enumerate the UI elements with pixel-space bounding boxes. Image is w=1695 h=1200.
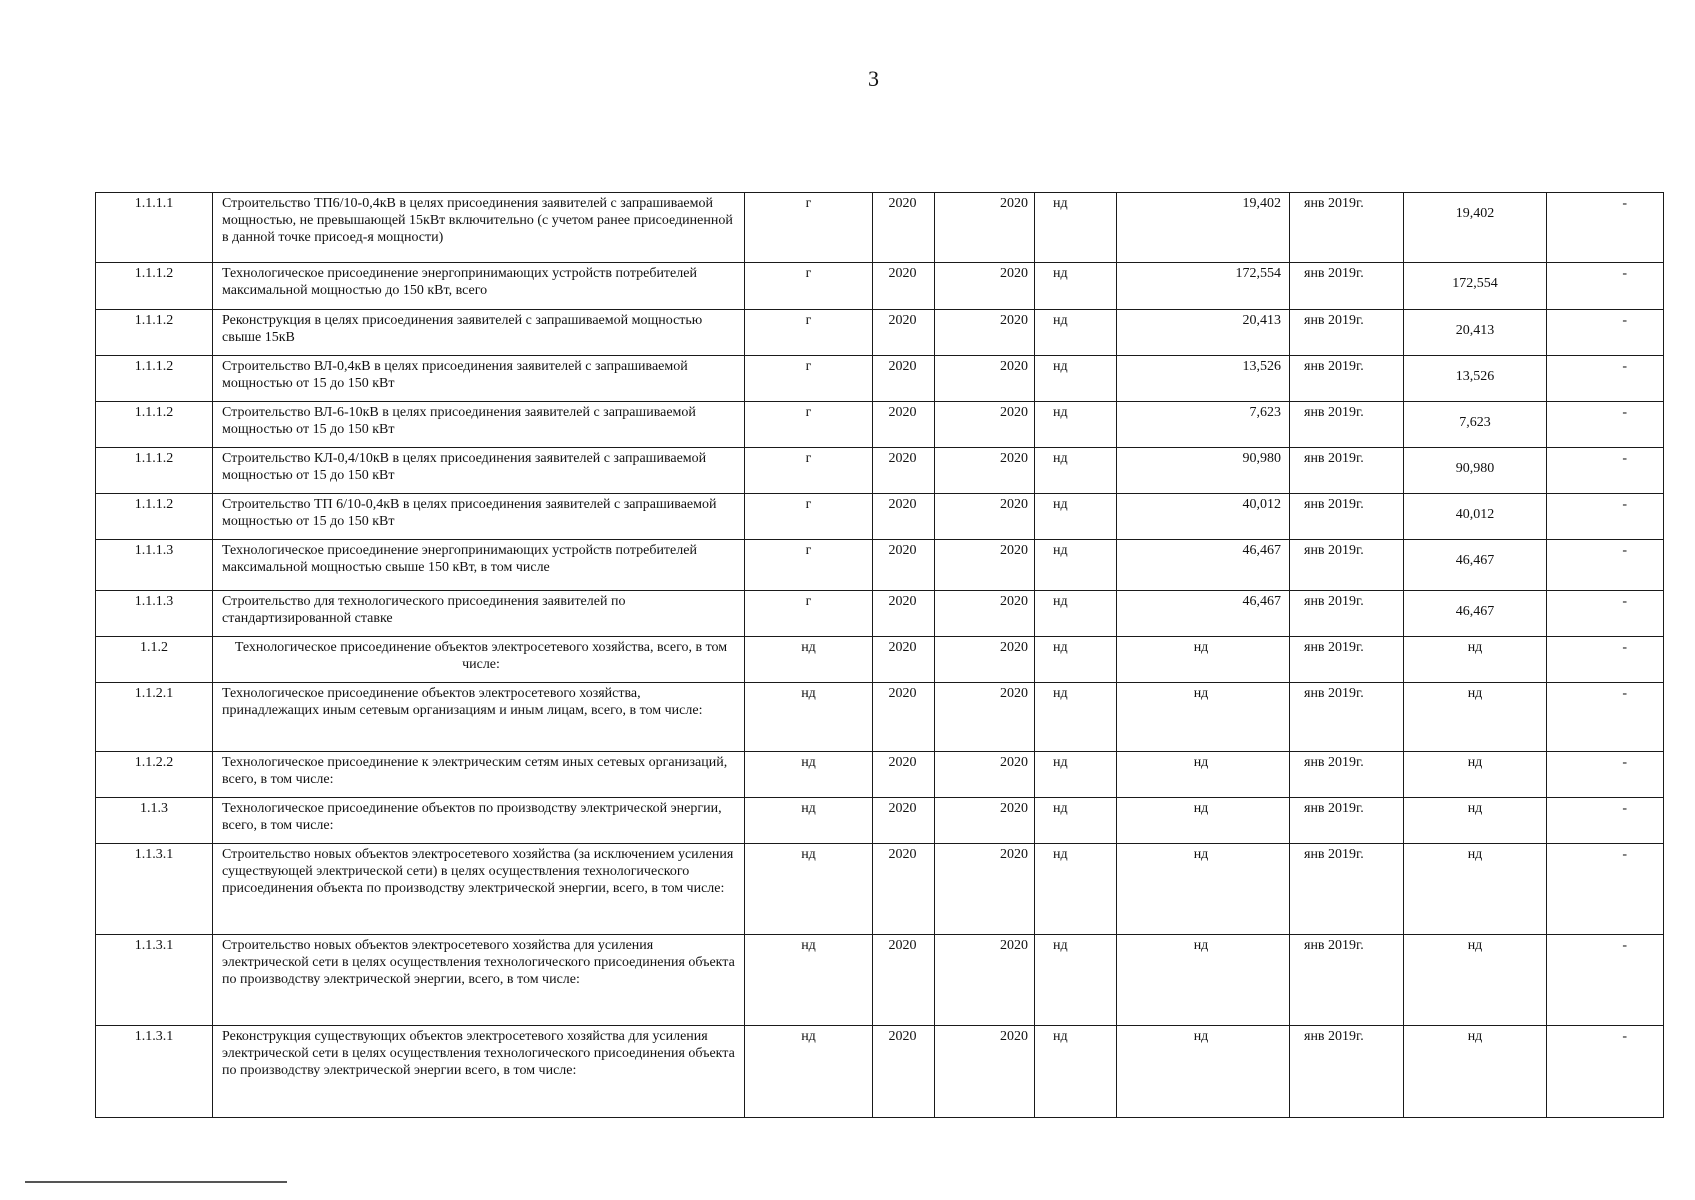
row-year-end: 2020 bbox=[935, 798, 1035, 844]
row-value: нд bbox=[1404, 935, 1547, 1026]
row-code: 1.1.1.1 bbox=[96, 193, 213, 263]
row-value: нд bbox=[1404, 844, 1547, 935]
row-code: 1.1.2 bbox=[96, 637, 213, 683]
row-flag: нд bbox=[1035, 798, 1117, 844]
row-value: 13,526 bbox=[1455, 369, 1495, 384]
row-year-end: 2020 bbox=[935, 752, 1035, 798]
row-dash: - bbox=[1547, 935, 1664, 1026]
row-date: янв 2019г. bbox=[1290, 591, 1404, 637]
row-flag: нд bbox=[1035, 591, 1117, 637]
row-year-start: 2020 bbox=[873, 402, 935, 448]
row-code: 1.1.1.2 bbox=[96, 263, 213, 310]
row-date: янв 2019г. bbox=[1290, 752, 1404, 798]
table-row bbox=[96, 637, 1664, 683]
row-value-cell bbox=[1404, 263, 1547, 310]
row-year-end: 2020 bbox=[935, 683, 1035, 752]
row-dash: - bbox=[1547, 193, 1664, 263]
row-year-start: 2020 bbox=[873, 683, 935, 752]
row-flag: нд bbox=[1035, 356, 1117, 402]
row-flag: нд bbox=[1035, 637, 1117, 683]
row-date: янв 2019г. bbox=[1290, 1026, 1404, 1118]
row-dash: - bbox=[1547, 591, 1664, 637]
row-value: 7,623 bbox=[1459, 415, 1491, 430]
row-flag: нд bbox=[1035, 1026, 1117, 1118]
row-unit: нд bbox=[745, 798, 873, 844]
row-unit: нд bbox=[745, 844, 873, 935]
row-value-cell bbox=[1404, 193, 1547, 263]
row-code: 1.1.1.2 bbox=[96, 310, 213, 356]
row-year-end: 2020 bbox=[935, 637, 1035, 683]
row-year-start: 2020 bbox=[873, 540, 935, 591]
row-year-start: 2020 bbox=[873, 637, 935, 683]
row-dash: - bbox=[1547, 448, 1664, 494]
row-value: 19,402 bbox=[1455, 206, 1495, 221]
row-year-end: 2020 bbox=[935, 310, 1035, 356]
table-row bbox=[96, 448, 1664, 494]
row-flag: нд bbox=[1035, 844, 1117, 935]
footer-rule bbox=[25, 1181, 287, 1183]
row-name: Строительство новых объектов электросетевого хозяйства для усиления электрической сети в целях осуществления технологического присоединения объекта по производству электрической энергии, всего, в том числе: bbox=[213, 935, 745, 1026]
table-row bbox=[96, 540, 1664, 591]
row-year-end: 2020 bbox=[935, 494, 1035, 540]
row-value: нд bbox=[1404, 1026, 1547, 1118]
row-year-start: 2020 bbox=[873, 1026, 935, 1118]
row-value: 20,413 bbox=[1455, 323, 1495, 338]
row-name: Реконструкция существующих объектов электросетевого хозяйства для усиления электрической сети в целях осуществления технологического присоединения объекта по производству электрической энергии всего, в том числе: bbox=[213, 1026, 745, 1118]
row-code: 1.1.1.2 bbox=[96, 494, 213, 540]
row-year-end: 2020 bbox=[935, 263, 1035, 310]
row-year-end: 2020 bbox=[935, 448, 1035, 494]
row-dash: - bbox=[1547, 1026, 1664, 1118]
row-code: 1.1.3.1 bbox=[96, 844, 213, 935]
row-value: нд bbox=[1404, 752, 1547, 798]
row-unit: нд bbox=[745, 1026, 873, 1118]
row-code: 1.1.1.3 bbox=[96, 540, 213, 591]
row-unit: нд bbox=[745, 935, 873, 1026]
row-dash: - bbox=[1547, 402, 1664, 448]
row-name: Технологическое присоединение объектов электросетевого хозяйства, принадлежащих иным сетевым организациям и иным лицам, всего, в том числе: bbox=[213, 683, 745, 752]
row-unit: г bbox=[745, 591, 873, 637]
row-dash: - bbox=[1547, 798, 1664, 844]
row-value-cell bbox=[1404, 448, 1547, 494]
table-row bbox=[96, 356, 1664, 402]
row-year-end: 2020 bbox=[935, 540, 1035, 591]
table-row bbox=[96, 1026, 1664, 1118]
row-cost: 40,012 bbox=[1117, 494, 1290, 540]
row-code: 1.1.3 bbox=[96, 798, 213, 844]
row-date: янв 2019г. bbox=[1290, 310, 1404, 356]
row-unit: г bbox=[745, 540, 873, 591]
row-name: Строительство ТП6/10-0,4кВ в целях присоединения заявителей с запрашиваемой мощностью, не превышающей 15кВт включительно (с учетом ранее присоединенной в данной точке присоед-я мощности) bbox=[213, 193, 745, 263]
row-value: нд bbox=[1404, 683, 1547, 752]
row-dash: - bbox=[1547, 494, 1664, 540]
row-code: 1.1.1.2 bbox=[96, 402, 213, 448]
table-row bbox=[96, 193, 1664, 263]
row-cost: нд bbox=[1117, 844, 1290, 935]
row-date: янв 2019г. bbox=[1290, 356, 1404, 402]
row-unit: г bbox=[745, 494, 873, 540]
row-unit: нд bbox=[745, 683, 873, 752]
row-value: нд bbox=[1404, 637, 1547, 683]
row-cost: нд bbox=[1117, 1026, 1290, 1118]
row-flag: нд bbox=[1035, 263, 1117, 310]
row-cost: нд bbox=[1117, 798, 1290, 844]
row-year-end: 2020 bbox=[935, 591, 1035, 637]
table-row bbox=[96, 310, 1664, 356]
row-name: Строительство ВЛ-6-10кВ в целях присоединения заявителей с запрашиваемой мощностью от 15 до 150 кВт bbox=[213, 402, 745, 448]
table-row bbox=[96, 591, 1664, 637]
table-row bbox=[96, 683, 1664, 752]
row-name: Технологическое присоединение энергопринимающих устройств потребителей максимальной мощностью до 150 кВт, всего bbox=[213, 263, 745, 310]
row-cost: 46,467 bbox=[1117, 591, 1290, 637]
row-unit: нд bbox=[745, 637, 873, 683]
row-name: Технологическое присоединение объектов электросетевого хозяйства, всего, в том числе: bbox=[213, 637, 745, 683]
row-cost: 46,467 bbox=[1117, 540, 1290, 591]
table-row bbox=[96, 935, 1664, 1026]
row-year-end: 2020 bbox=[935, 356, 1035, 402]
row-name: Реконструкция в целях присоединения заявителей с запрашиваемой мощностью свыше 15кВ bbox=[213, 310, 745, 356]
row-unit: нд bbox=[745, 752, 873, 798]
row-value: 40,012 bbox=[1455, 507, 1495, 522]
row-code: 1.1.2.2 bbox=[96, 752, 213, 798]
row-name: Технологическое присоединение энергопринимающих устройств потребителей максимальной мощностью свыше 150 кВт, в том числе bbox=[213, 540, 745, 591]
table-row bbox=[96, 752, 1664, 798]
row-dash: - bbox=[1547, 540, 1664, 591]
row-flag: нд bbox=[1035, 448, 1117, 494]
row-flag: нд bbox=[1035, 310, 1117, 356]
row-dash: - bbox=[1547, 310, 1664, 356]
row-year-end: 2020 bbox=[935, 935, 1035, 1026]
row-year-start: 2020 bbox=[873, 752, 935, 798]
row-year-start: 2020 bbox=[873, 356, 935, 402]
row-date: янв 2019г. bbox=[1290, 193, 1404, 263]
table-row bbox=[96, 798, 1664, 844]
row-value-cell bbox=[1404, 356, 1547, 402]
row-cost: нд bbox=[1117, 752, 1290, 798]
row-value: 46,467 bbox=[1455, 604, 1495, 619]
row-name: Строительство КЛ-0,4/10кВ в целях присоединения заявителей с запрашиваемой мощностью от 15 до 150 кВт bbox=[213, 448, 745, 494]
row-value-cell bbox=[1404, 540, 1547, 591]
row-date: янв 2019г. bbox=[1290, 494, 1404, 540]
row-name: Строительство новых объектов электросетевого хозяйства (за исключением усиления существующей электрической сети) в целях осуществления технологического присоединения объекта по производству электрической энергии, всего, в том числе: bbox=[213, 844, 745, 935]
row-code: 1.1.1.2 bbox=[96, 448, 213, 494]
row-dash: - bbox=[1547, 637, 1664, 683]
row-cost: 7,623 bbox=[1117, 402, 1290, 448]
row-year-end: 2020 bbox=[935, 1026, 1035, 1118]
table-row bbox=[96, 263, 1664, 310]
row-year-start: 2020 bbox=[873, 193, 935, 263]
row-dash: - bbox=[1547, 263, 1664, 310]
row-name: Строительство ТП 6/10-0,4кВ в целях присоединения заявителей с запрашиваемой мощностью от 15 до 150 кВт bbox=[213, 494, 745, 540]
row-flag: нд bbox=[1035, 402, 1117, 448]
row-cost: нд bbox=[1117, 637, 1290, 683]
row-flag: нд bbox=[1035, 935, 1117, 1026]
row-year-start: 2020 bbox=[873, 494, 935, 540]
row-flag: нд bbox=[1035, 494, 1117, 540]
row-flag: нд bbox=[1035, 540, 1117, 591]
row-year-start: 2020 bbox=[873, 844, 935, 935]
row-code: 1.1.2.1 bbox=[96, 683, 213, 752]
row-cost: 19,402 bbox=[1117, 193, 1290, 263]
row-dash: - bbox=[1547, 356, 1664, 402]
row-flag: нд bbox=[1035, 193, 1117, 263]
row-value: 46,467 bbox=[1455, 553, 1495, 568]
row-flag: нд bbox=[1035, 683, 1117, 752]
row-year-end: 2020 bbox=[935, 844, 1035, 935]
row-flag: нд bbox=[1035, 752, 1117, 798]
table-row bbox=[96, 402, 1664, 448]
row-year-end: 2020 bbox=[935, 402, 1035, 448]
row-code: 1.1.1.2 bbox=[96, 356, 213, 402]
row-value: 90,980 bbox=[1455, 461, 1495, 476]
row-date: янв 2019г. bbox=[1290, 540, 1404, 591]
table-row bbox=[96, 494, 1664, 540]
row-unit: г bbox=[745, 193, 873, 263]
row-date: янв 2019г. bbox=[1290, 263, 1404, 310]
row-value: нд bbox=[1404, 798, 1547, 844]
row-cost: 90,980 bbox=[1117, 448, 1290, 494]
row-value-cell bbox=[1404, 591, 1547, 637]
row-unit: г bbox=[745, 448, 873, 494]
row-cost: 20,413 bbox=[1117, 310, 1290, 356]
page-number: 3 bbox=[868, 66, 879, 91]
row-date: янв 2019г. bbox=[1290, 637, 1404, 683]
row-year-start: 2020 bbox=[873, 798, 935, 844]
row-date: янв 2019г. bbox=[1290, 935, 1404, 1026]
investment-table bbox=[95, 192, 1663, 1118]
row-code: 1.1.1.3 bbox=[96, 591, 213, 637]
row-cost: 13,526 bbox=[1117, 356, 1290, 402]
row-name: Технологическое присоединение к электрическим сетям иных сетевых организаций, всего, в том числе: bbox=[213, 752, 745, 798]
row-value: 172,554 bbox=[1452, 276, 1498, 291]
row-year-end: 2020 bbox=[935, 193, 1035, 263]
row-date: янв 2019г. bbox=[1290, 683, 1404, 752]
row-unit: г bbox=[745, 310, 873, 356]
row-unit: г bbox=[745, 402, 873, 448]
row-value-cell bbox=[1404, 402, 1547, 448]
row-dash: - bbox=[1547, 752, 1664, 798]
row-date: янв 2019г. bbox=[1290, 448, 1404, 494]
table-row bbox=[96, 844, 1664, 935]
row-dash: - bbox=[1547, 683, 1664, 752]
row-date: янв 2019г. bbox=[1290, 798, 1404, 844]
row-year-start: 2020 bbox=[873, 935, 935, 1026]
row-year-start: 2020 bbox=[873, 310, 935, 356]
row-value-cell bbox=[1404, 310, 1547, 356]
row-name: Строительство ВЛ-0,4кВ в целях присоединения заявителей с запрашиваемой мощностью от 15 до 150 кВт bbox=[213, 356, 745, 402]
row-year-start: 2020 bbox=[873, 263, 935, 310]
row-name: Строительство для технологического присоединения заявителей по стандартизированной ставке bbox=[213, 591, 745, 637]
row-year-start: 2020 bbox=[873, 448, 935, 494]
row-cost: 172,554 bbox=[1117, 263, 1290, 310]
row-cost: нд bbox=[1117, 683, 1290, 752]
row-unit: г bbox=[745, 263, 873, 310]
row-date: янв 2019г. bbox=[1290, 844, 1404, 935]
row-code: 1.1.3.1 bbox=[96, 1026, 213, 1118]
row-unit: г bbox=[745, 356, 873, 402]
row-year-start: 2020 bbox=[873, 591, 935, 637]
row-cost: нд bbox=[1117, 935, 1290, 1026]
row-dash: - bbox=[1547, 844, 1664, 935]
row-name: Технологическое присоединение объектов по производству электрической энергии, всего, в том числе: bbox=[213, 798, 745, 844]
row-value-cell bbox=[1404, 494, 1547, 540]
row-date: янв 2019г. bbox=[1290, 402, 1404, 448]
row-code: 1.1.3.1 bbox=[96, 935, 213, 1026]
